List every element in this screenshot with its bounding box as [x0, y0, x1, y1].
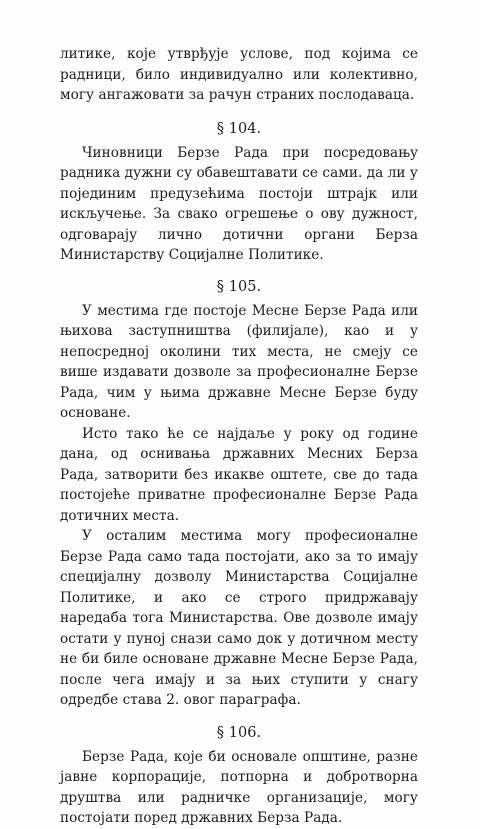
- section-105-paragraph-3: У осталим местима могу професионалне Берзе Рада само тада постојати, ако за то имају специјалну дозволу Министарства Социјалне Политике, и ако се строго придржавају наредаба тога Министарства. Ове дозволе имају остати у пуној снази само док у дотичном месту не би биле основане државне Месне Берзе Рада, после чега имају и за њих ступити у снагу одредбе става 2. овог параграфа.: [60, 528, 418, 708]
- section-106-paragraph-1: Берзе Рада, које би основале општине, разне јавне корпорације, потпорна и добротворна друштва или радничке организације, могу постојати поред државних Берза Рада.: [60, 748, 418, 826]
- section-105: [60, 273, 418, 711]
- intro-paragraph: литике, које утврђује услове, под којима се радници, било индивидуално или колективно, могу ангажовати за рачун страних послодаваца.: [60, 46, 418, 103]
- section-105-paragraph-2: Исто тако ће се најдаље у року од године дана, од оснивања државних Месних Берза Рада, затворити без икакве оштете, све до тада постојеће приватне професионалне Берзе Рада дотичних места.: [60, 425, 418, 524]
- section-106: [60, 719, 418, 829]
- section-105-paragraph-1: У местима где постоје Месне Берзе Рада или њихова заступништва (филијале), као и у непосредној околини тих места, не смеју се више издавати дозволе за професионалне Берзе Рада, чим у њима државне Месне Берзе буду основане.: [60, 302, 418, 421]
- document-page: [60, 44, 418, 829]
- section-104-paragraph-1: Чиновници Берзе Рада при посредовању радника дужни су обавештавати се сами. да ли у појединим предузећима постоји штрајк или искључење. За свако огрешење о ову дужност, одговарају лично дотични органи Берза Министарству Социјалне Политике.: [60, 144, 418, 263]
- section-104: [60, 115, 418, 266]
- section-104-heading: § 104.: [216, 120, 262, 137]
- section-105-heading: § 105.: [216, 278, 262, 295]
- section-106-heading: § 106.: [216, 724, 262, 741]
